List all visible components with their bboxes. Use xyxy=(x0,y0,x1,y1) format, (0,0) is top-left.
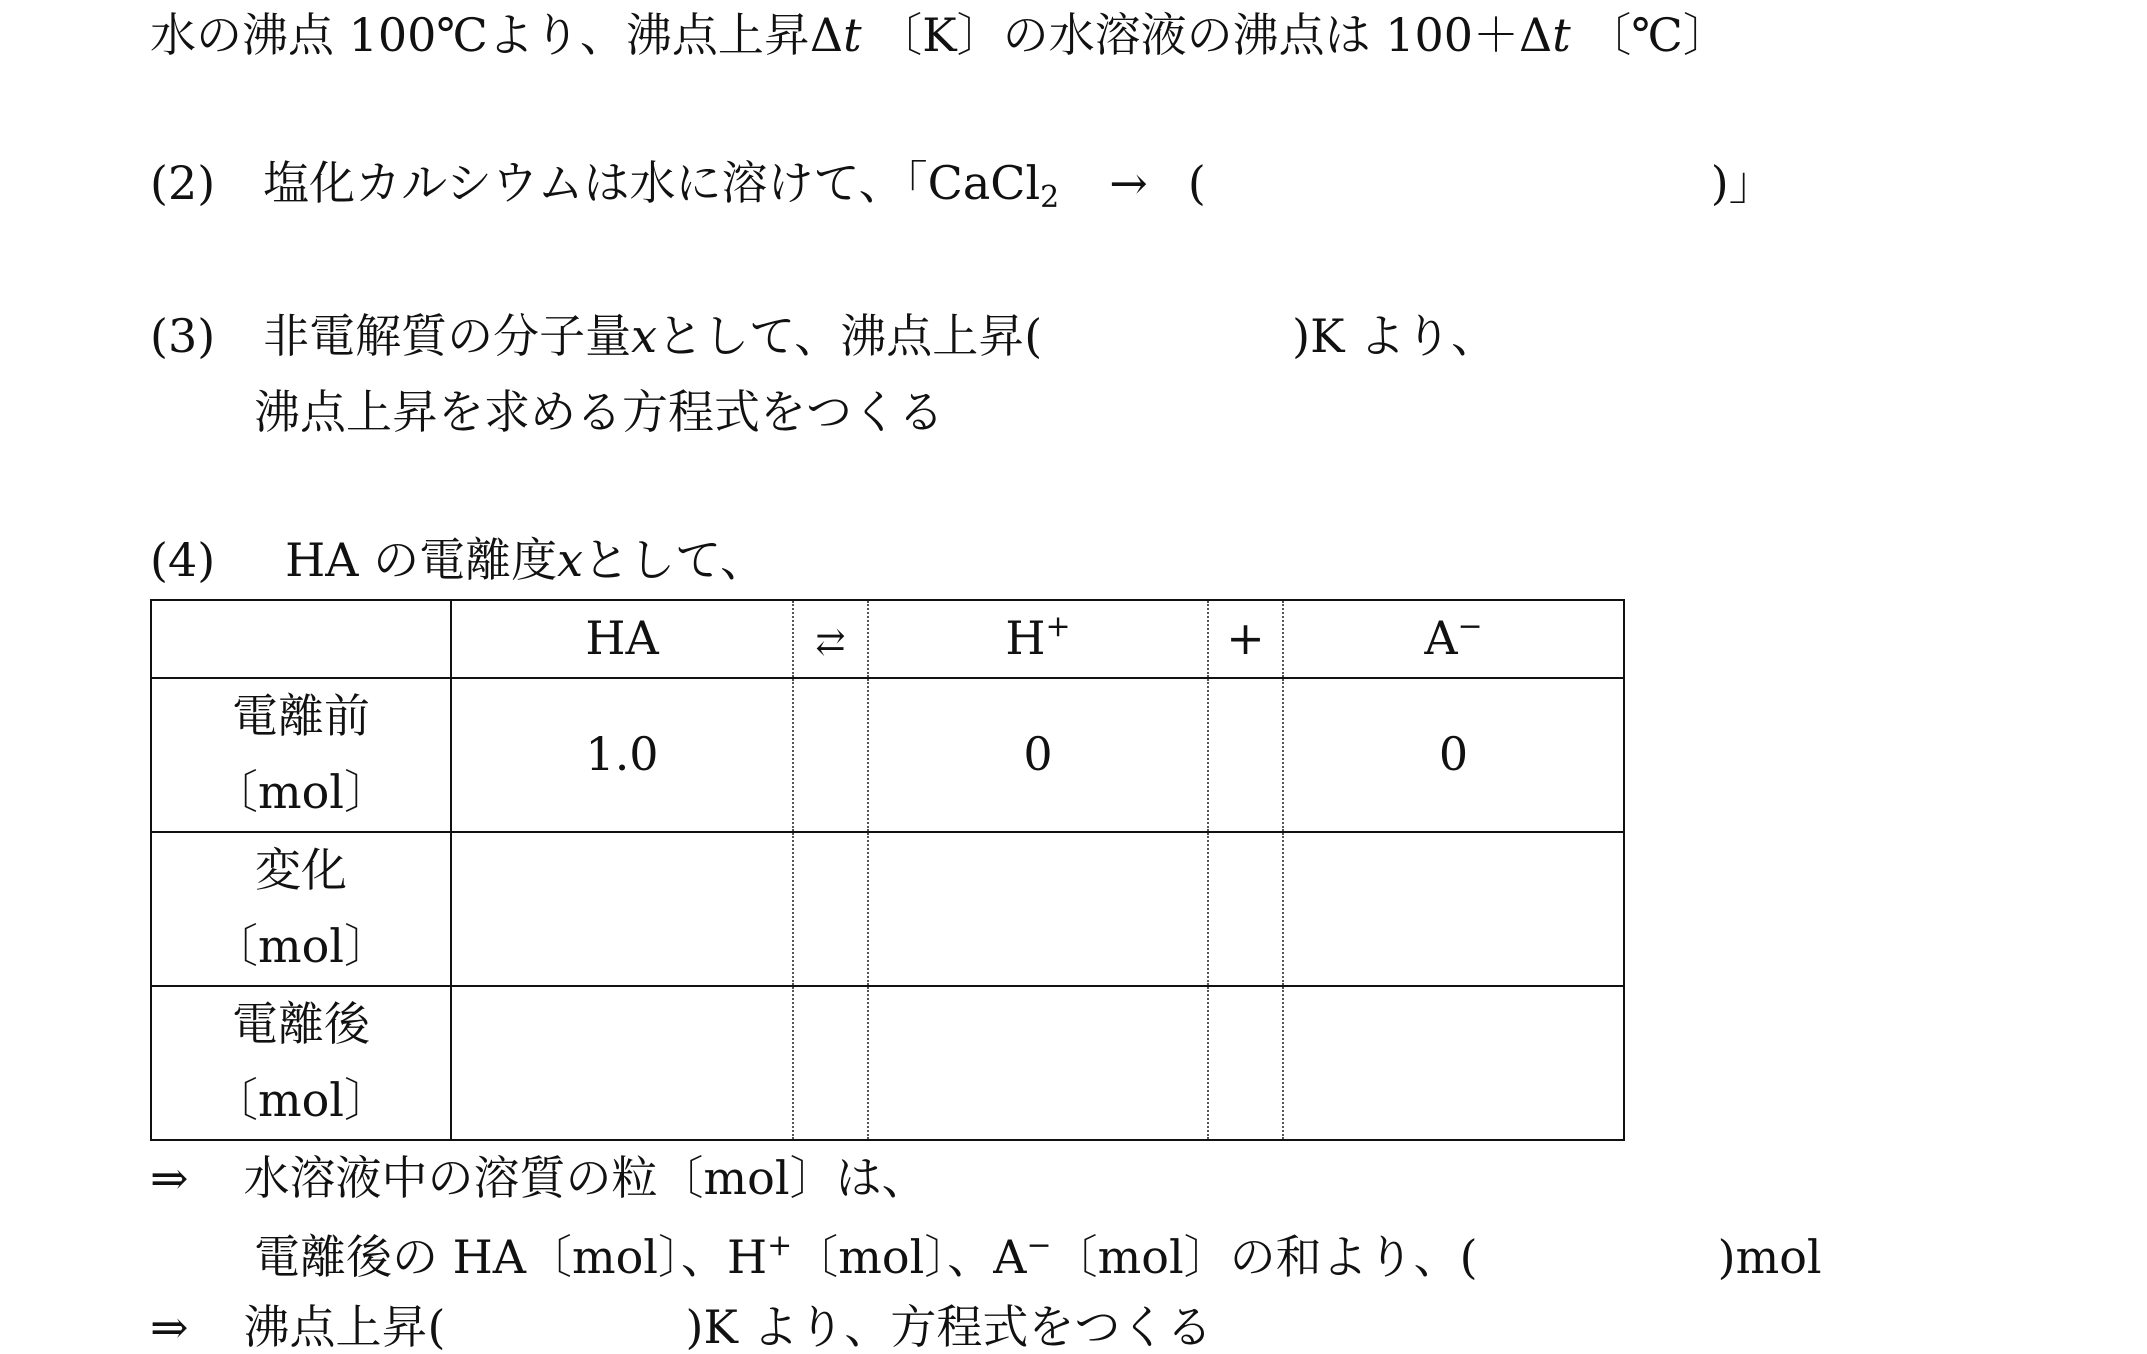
header-a-ion: A− xyxy=(1283,600,1624,678)
question-3-line2: 沸点上昇を求める方程式をつくる xyxy=(254,385,944,439)
table-row xyxy=(151,832,1624,986)
question-number: (2) xyxy=(150,156,216,210)
cell-a-ion xyxy=(1283,832,1624,986)
arrow-symbol: → xyxy=(1109,156,1148,210)
cell-h-ion: 0 xyxy=(868,678,1208,832)
table-corner-cell xyxy=(151,600,451,678)
conclusion-line-2: 電離後の HA〔mol〕、H+〔mol〕、A−〔mol〕の和より、( )mol xyxy=(254,1228,1822,1284)
table-row xyxy=(151,678,1624,832)
question-3: (3) 非電解質の分子量xとして、沸点上昇( )K より、 xyxy=(150,309,1498,363)
conclusion-line-3: ⇒ 沸点上昇( )K より、方程式をつくる xyxy=(150,1300,1213,1354)
row-label: 電離後 〔mol〕 xyxy=(151,986,451,1140)
implies-arrow: ⇒ xyxy=(150,1300,189,1354)
conclusion-line-1: ⇒ 水溶液中の溶質の粒〔mol〕は、 xyxy=(150,1151,928,1205)
header-plus: + xyxy=(1208,600,1283,678)
cell-ha xyxy=(451,832,793,986)
cell-h-ion xyxy=(868,832,1208,986)
cell-spacer xyxy=(1208,832,1283,986)
cell-a-ion xyxy=(1283,986,1624,1140)
cell-a-ion: 0 xyxy=(1283,678,1624,832)
cell-spacer xyxy=(793,986,868,1140)
question-number: (3) xyxy=(150,309,216,363)
table-header-row xyxy=(151,600,1624,678)
question-number: (4) xyxy=(150,533,216,587)
cell-spacer xyxy=(1208,986,1283,1140)
row-label: 電離前 〔mol〕 xyxy=(151,678,451,832)
table-row xyxy=(151,986,1624,1140)
cell-spacer xyxy=(1208,678,1283,832)
header-ha: HA xyxy=(451,600,793,678)
cell-ha xyxy=(451,986,793,1140)
question-4: (4) HA の電離度xとして、 xyxy=(150,533,767,587)
cell-spacer xyxy=(793,678,868,832)
question-2: (2) 塩化カルシウムは水に溶けて、「CaCl$_2$ → ( )」 xyxy=(150,156,1775,215)
cell-ha: 1.0 xyxy=(451,678,793,832)
row-label: 変化 〔mol〕 xyxy=(151,832,451,986)
header-equilibrium: ⇄ xyxy=(793,600,868,678)
line-boiling-point: 水の沸点 100℃より、沸点上昇Δt 〔K〕の水溶液の沸点は 100＋Δt 〔℃〕 xyxy=(150,8,1729,62)
cell-h-ion xyxy=(868,986,1208,1140)
cell-spacer xyxy=(793,832,868,986)
implies-arrow: ⇒ xyxy=(150,1151,189,1205)
header-h-ion: H+ xyxy=(868,600,1208,678)
ionization-table xyxy=(150,599,1625,1141)
